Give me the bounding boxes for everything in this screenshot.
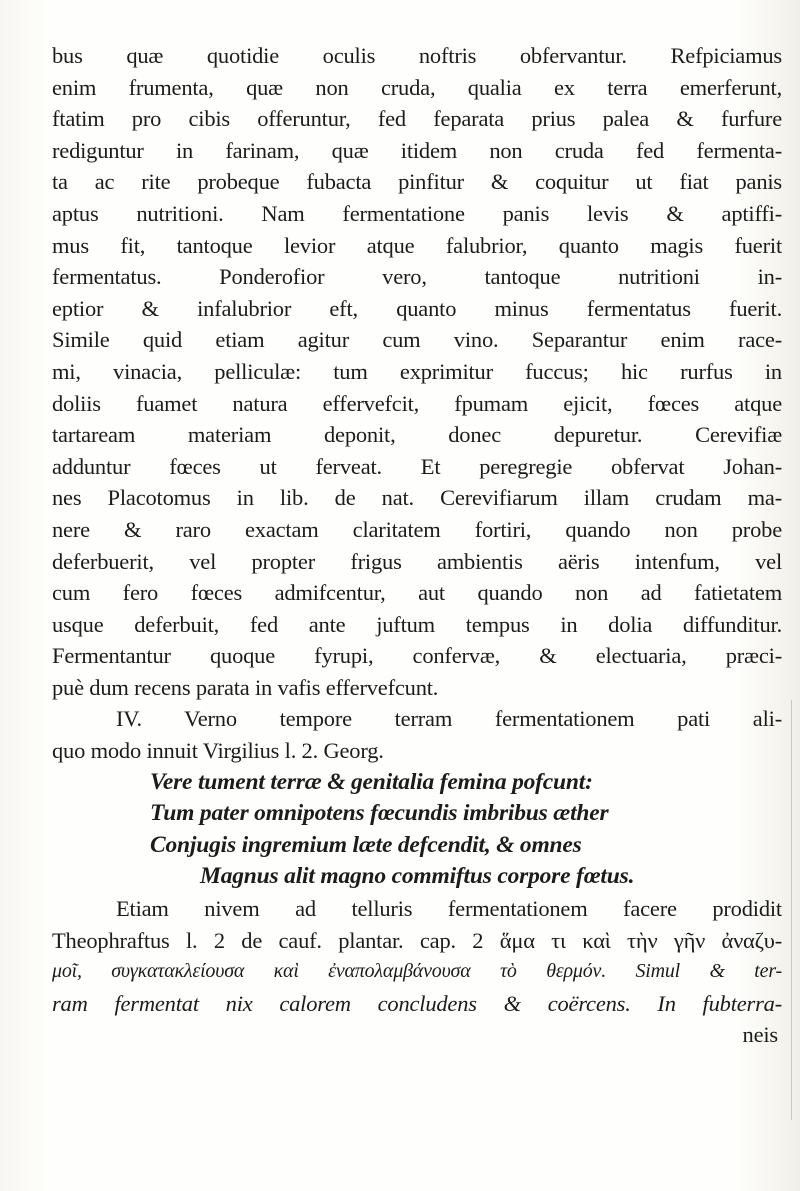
after-verse-line-4: ram fermentat nix calorem concludens & coërcens. In fubterra-: [52, 990, 782, 1016]
text-line-10: Simile quid etiam agitur cum vino. Separantur enim race-: [52, 327, 782, 353]
verse-line-3: Conjugis ingremium læte defcendit, & omnes: [150, 831, 582, 858]
after-verse-line-3-greek: μοῖ, συγκατακλείουσα καὶ ἐναπολαμβάνουσα τὸ θερμόν. Simul & ter-: [52, 960, 782, 983]
body-text: [52, 40, 782, 1051]
text-line-14: adduntur fœces ut ferveat. Et peregregie obfervat Johan-: [52, 453, 782, 479]
text-line-12: doliis fuamet natura effervefcit, fpumam ejicit, fœces atque: [52, 390, 782, 416]
catchword: neis: [742, 1022, 778, 1048]
text-line-17: deferbuerit, vel propter frigus ambientis aëris intenfum, vel: [52, 548, 782, 574]
text-line-11: mi, vinacia, pelliculæ: tum exprimitur fuccus; hic rurfus in: [52, 358, 782, 384]
text-line-8: fermentatus. Ponderofior vero, tantoque nutritioni in-: [52, 264, 782, 290]
text-line-23: quo modo innuit Virgilius l. 2. Georg.: [52, 738, 384, 764]
after-verse-line-1: Etiam nivem ad telluris fermentationem facere prodidit: [116, 896, 782, 922]
text-line-3: ftatim pro cibis offeruntur, fed feparata prius palea & furfure: [52, 106, 782, 132]
verse-line-4: Magnus alit magno commiftus corpore fœtus.: [200, 863, 635, 890]
text-line-9: eptior & infalubrior eft, quanto minus fermentatus fuerit.: [52, 295, 782, 321]
text-line-5: ta ac rite probeque fubacta pinfitur & coquitur ut fiat panis: [52, 169, 782, 195]
text-line-19: usque deferbuit, fed ante juftum tempus in dolia diffunditur.: [52, 611, 782, 637]
text-line-15: nes Placotomus in lib. de nat. Cerevifiarum illam crudam ma-: [52, 485, 782, 511]
text-line-6: aptus nutritioni. Nam fermentatione panis levis & aptiffi-: [52, 200, 782, 226]
verse-line-2: Tum pater omnipotens fœcundis imbribus æther: [150, 800, 609, 827]
after-verse-line-2: Theophraftus l. 2 de cauf. plantar. cap. 2 ἅμα τι καὶ τὴν γῆν ἀναζυ-: [52, 927, 782, 953]
text-line-1: bus quæ quotidie oculis noftris obfervantur. Refpiciamus: [52, 43, 782, 68]
text-line-7: mus fit, tantoque levior atque falubrior, quanto magis fuerit: [52, 232, 782, 258]
section-iv-heading-line: IV. Verno tempore terram fermentationem pati ali-: [116, 706, 782, 732]
text-line-13: tartaream materiam deponit, donec depuretur. Cerevifiæ: [52, 422, 782, 448]
text-line-16: nere & raro exactam claritatem fortiri, quando non probe: [52, 516, 782, 542]
text-line-2: enim frumenta, quæ non cruda, qualia ex terra emerferunt,: [52, 74, 782, 100]
text-line-21: puè dum recens parata in vafis effervefcunt.: [52, 674, 439, 700]
text-line-20: Fermentantur quoque fyrupi, confervæ, & electuaria, præci-: [52, 643, 782, 669]
verse-quotation: [52, 767, 782, 893]
text-line-18: cum fero fœces admifcentur, aut quando non ad fatietatem: [52, 580, 782, 606]
verse-line-1: Vere tument terræ & genitalia femina pofcunt:: [150, 768, 593, 795]
text-line-4: rediguntur in farinam, quæ itidem non cruda fed fermenta-: [52, 137, 782, 163]
page-edge-shadow: [787, 700, 792, 1120]
